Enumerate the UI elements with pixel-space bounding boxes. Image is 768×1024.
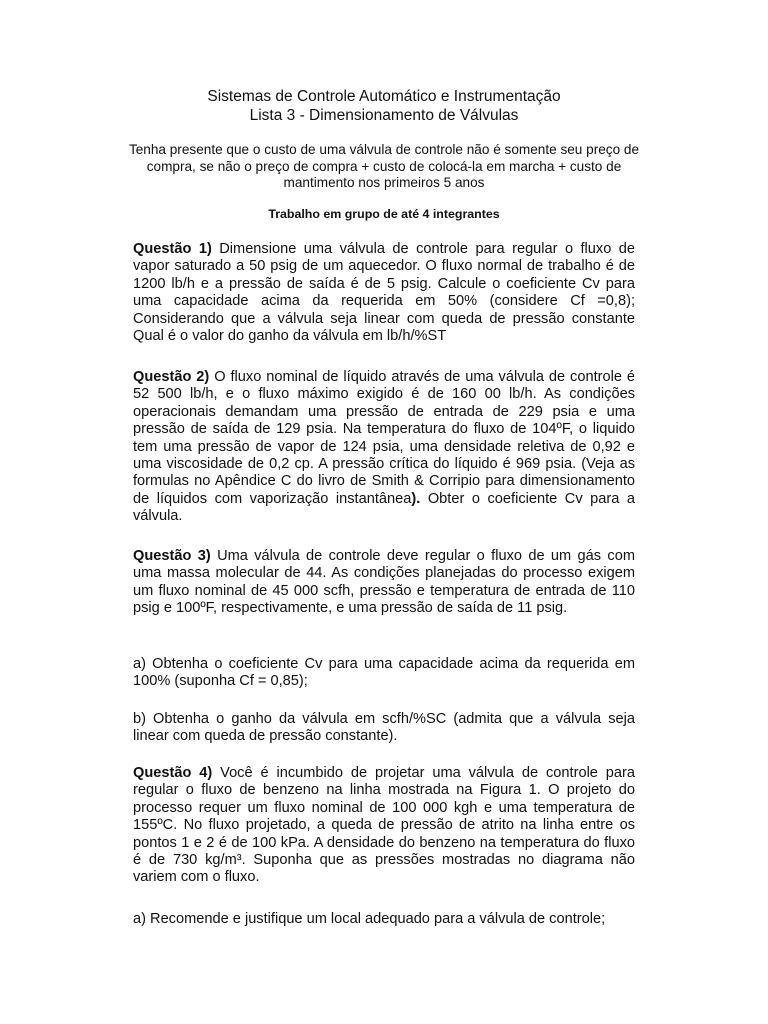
question-1 xyxy=(133,241,635,345)
list-title: Lista 3 - Dimensionamento de Válvulas xyxy=(249,107,519,124)
question-1-text: Dimensione uma válvula de controle para regular o fluxo de vapor saturado a 50 psig de um aquecedor. O fluxo normal de trabalho é de 1200 lb/h e a pressão de saída é de 5 psig. Calcule o coeficiente Cv para uma capacidade acima da requerida em 50% (considere Cf =0,8); Considerando que a válvula seja linear com queda de pressão constante Qual é o valor do ganho da válvula em lb/h/%ST xyxy=(133,241,635,345)
question-4-part-a: a) Recomende e justifique um local adequado para a válvula de controle; xyxy=(133,911,606,927)
course-title: Sistemas de Controle Automático e Instrumentação xyxy=(207,88,561,105)
question-2-label: Questão 2) xyxy=(133,369,210,385)
question-1-label: Questão 1) xyxy=(133,241,212,257)
question-3-part-b: b) Obtenha o ganho da válvula em scfh/%SC (admita que a válvula seja linear com queda de pressão constante). xyxy=(133,711,635,745)
question-4 xyxy=(133,765,635,887)
question-3-label: Questão 3) xyxy=(133,548,211,564)
question-3-text: Uma válvula de controle deve regular o fluxo de um gás com uma massa molecular de 44. As condições planejadas do processo exigem um fluxo nominal de 45 000 scfh, pressão e temperatura de entrada de 110 psig e 100ºF, respectivamente, e uma pressão de saída de 11 psig. xyxy=(133,548,635,617)
question-4-label: Questão 4) xyxy=(133,765,213,781)
group-note: Trabalho em grupo de até 4 integrantes xyxy=(268,207,500,221)
question-2 xyxy=(133,369,635,526)
question-2-bold-tail: ). xyxy=(411,490,421,507)
question-2-text: O fluxo nominal de líquido através de uma válvula de controle é 52 500 lb/h, e o fluxo máximo exigido é de 160 00 lb/h. As condições operacionais demandam uma pressão de entrada de 229 psia e uma pressão de saída de 129 psia. Na temperatura do fluxo de 104ºF, o liquido tem uma pressão de vapor de 124 psia, uma densidade reletiva de 0,92 e uma viscosidade de 0,2 cp. A pressão crítica do líquido é 969 psia. (Veja as formulas no Apêndice C do livro de Smith & Corripio para dimensionamento de líquidos com vaporização instantânea xyxy=(133,369,635,507)
question-4-text: Você é incumbido de projetar uma válvula de controle para regular o fluxo de benzeno na linha mostrada na Figura 1. O projeto do processo requer um fluxo nominal de 100 000 kgh e uma temperatura de 155ºC. No fluxo projetado, a queda de pressão de atrito na linha entre os pontos 1 e 2 é de 100 kPa. A densidade do benzeno na temperatura do fluxo é de 730 kg/m³. Suponha que as pressões mostradas no diagrama não variem com o fluxo. xyxy=(133,765,636,886)
question-2-text-end: Obter o coeficiente Cv para a válvula. xyxy=(133,490,636,525)
question-3-part-a: a) Obtenha o coeficiente Cv para uma capacidade acima da requerida em 100% (suponha Cf = 0,85); xyxy=(133,656,635,690)
question-3 xyxy=(133,548,635,618)
intro-note: Tenha presente que o custo de uma válvula de controle não é somente seu preço de compra, se não o preço de compra + custo de colocá-la em marcha + custo de mantimento nos primeiros 5 anos xyxy=(128,142,640,190)
